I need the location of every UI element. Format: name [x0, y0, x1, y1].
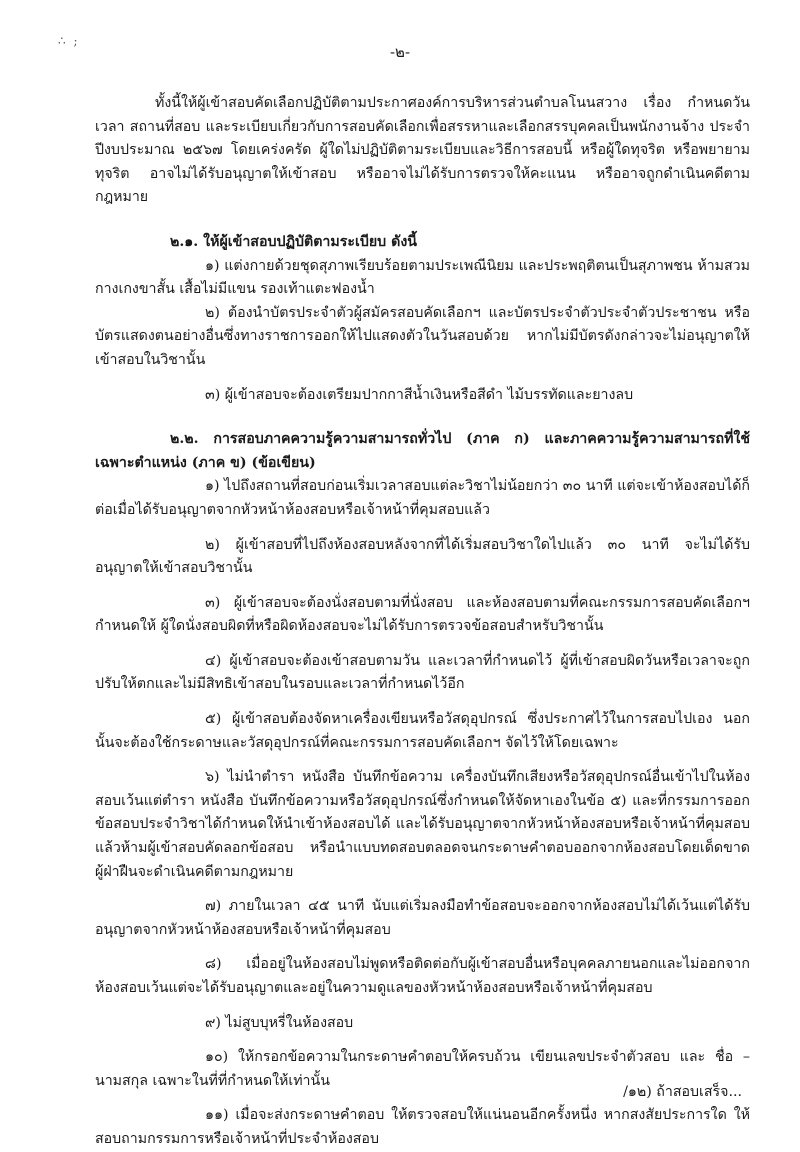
document-body — [95, 92, 750, 1152]
rule-item: ๑) ไปถึงสถานที่สอบก่อนเริ่มเวลาสอบแต่ละวิชาไม่น้อยกว่า ๓๐ นาที แต่จะเข้าห้องสอบได้ก็ต่อเมื่อได้รับอนุญาตจากหัวหน้าห้องสอบหรือเจ้าหน้าที่คุมสอบแล้ว — [95, 478, 750, 518]
intro-paragraph: ทั้งนี้ให้ผู้เข้าสอบคัดเลือกปฏิบัติตามประกาศองค์การบริหารส่วนตำบลโนนสวาง เรื่อง กำหนดวัน เวลา สถานที่สอบ และระเบียบเกี่ยวกับการสอบคัดเลือกเพื่อสรรหาและเลือกสรรบุคคลเป็นพนักงานจ้าง ประจำปีงบประมาณ ๒๕๖๗ โดยเคร่งครัด ผู้ใดไม่ปฏิบัติตามระเบียบและวิธีการสอบนี้ หรือผู้ใดทุจริต หรือพยายามทุจริต อาจไม่ได้รับอนุญาตให้เข้าสอบ หรืออาจไม่ได้รับการตรวจให้คะแนน หรืออาจถูกดำเนินคดีตามกฎหมาย — [95, 95, 750, 206]
rule-item: ๙) ไม่สูบบุหรี่ในห้องสอบ — [205, 1014, 354, 1031]
rule-item: ๔) ผู้เข้าสอบจะต้องเข้าสอบตามวัน และเวลาที่กำหนดไว้ ผู้ที่เข้าสอบผิดวันหรือเวลาจะถูกปรับให้ตกและไม่มีสิทธิเข้าสอบในรอบและเวลาที่กำหนดไว้อีก — [95, 652, 750, 693]
rule-item: ๗) ภายในเวลา ๔๕ นาที นับแต่เริ่มลงมือทำข้อสอบจะออกจากห้องสอบไม่ได้เว้นแต่ได้รับอนุญาตจากหัวหน้าห้องสอบหรือเจ้าหน้าที่คุมสอบ — [95, 898, 750, 938]
rule-item: ๓) ผู้เข้าสอบจะต้องเตรียมปากกาสีน้ำเงินหรือสีดำ ไม้บรรทัดและยางลบ — [205, 386, 634, 403]
rule-item: ๑๑) เมื่อจะส่งกระดาษคำตอบ ให้ตรวจสอบให้แน่นอนอีกครั้งหนึ่ง หากสงสัยประการใด ให้สอบถามกรรมการหรือเจ้าหน้าที่ประจำห้องสอบ — [95, 1107, 750, 1147]
rule-item: ๕) ผู้เข้าสอบต้องจัดหาเครื่องเขียนหรือวัสดุอุปกรณ์ ซึ่งประกาศไว้ในการสอบไปเอง นอกนั้นจะต้องใช้กระดาษและวัสดุอุปกรณ์ที่คณะกรรมการสอบคัดเลือกฯ จัดไว้ให้โดยเฉพาะ — [95, 711, 750, 751]
continuation-note: /๑๒) ถ้าสอบเสร็จ... — [623, 1084, 742, 1100]
page-number: -๒- — [389, 43, 411, 61]
rule-item: ๒) ต้องนำบัตรประจำตัวผู้สมัครสอบคัดเลือกฯ และบัตรประจำตัวประจำตัวประชาชน หรือบัตรแสดงตนอย่างอื่นซึ่งทางราชการออกให้ไปแสดงตัวในวันสอบด้วย หากไม่มีบัตรดังกล่าวจะไม่อนุญาตให้เข้าสอบในวิชานั้น — [95, 304, 750, 368]
rule-item: ๓) ผู้เข้าสอบจะต้องนั่งสอบตามที่นั่งสอบ และห้องสอบตามที่คณะกรรมการสอบคัดเลือกฯ กำหนดให้ ผู้ใดนั่งสอบผิดที่หรือผิดห้องสอบจะไม่ได้รับการตรวจข้อสอบสำหรับวิชานั้น — [95, 594, 750, 635]
section-heading-2-2: ๒.๒. การสอบภาคความรู้ความสามารถทั่วไป (ภาค ก) และภาคความรู้ความสามารถที่ใช้เฉพาะตำแหน่ง (ภาค ข) (ข้อเขียน) — [95, 431, 750, 471]
rule-item: ๒) ผู้เข้าสอบที่ไปถึงห้องสอบหลังจากที่ได้เริ่มสอบวิชาใดไปแล้ว ๓๐ นาที จะไม่ได้รับอนุญาตให้เข้าสอบวิชานั้น — [95, 536, 750, 577]
rule-item: ๖) ไม่นำตำรา หนังสือ บันทึกข้อความ เครื่องบันทึกเสียงหรือวัสดุอุปกรณ์อื่นเข้าไปในห้องสอบเว้นแต่ตำรา หนังสือ บันทึกข้อความหรือวัสดุอุปกรณ์ซึ่งกำหนดให้จัดหาเองในข้อ ๕) และที่กรรมการออกข้อสอบประจำวิชาได้กำหนดให้นำเข้าห้องสอบได้ และได้รับอนุญาตจากหัวหน้าห้องสอบหรือเจ้าหน้าที่คุมสอบแล้วห้ามผู้เข้าสอบคัดลอกข้อสอบ หรือนำแบบทดสอบตลอดจนกระดาษคำตอบออกจากห้องสอบโดยเด็ดขาด ผู้ฝ่าฝืนจะดำเนินคดีตามกฎหมาย — [95, 769, 750, 880]
page-corner-mark: ∴ ; — [58, 34, 80, 48]
rule-item: ๑๐) ให้กรอกข้อความในกระดาษคำตอบให้ครบถ้วน เขียนเลขประจำตัวสอบ และ ชื่อ – นามสกุล เฉพาะในที่ที่กำหนดให้เท่านั้น — [95, 1049, 750, 1089]
rule-item: ๘) เมื่ออยู่ในห้องสอบไม่พูดหรือติดต่อกับผู้เข้าสอบอื่นหรือบุคคลภายนอกและไม่ออกจากห้องสอบเว้นแต่จะได้รับอนุญาตและอยู่ในความดูแลของหัวหน้าห้องสอบหรือเจ้าหน้าที่คุมสอบ — [95, 956, 750, 996]
section-heading-2-1: ๒.๑. ให้ผู้เข้าสอบปฏิบัติตามระเบียบ ดังนี้ — [170, 233, 417, 250]
rule-item: ๑) แต่งกายด้วยชุดสุภาพเรียบร้อยตามประเพณีนิยม และประพฤติตนเป็นสุภาพชน ห้ามสวมกางเกงขาสั้น เสื้อไม่มีแขน รองเท้าแตะฟองน้ำ — [95, 257, 750, 298]
